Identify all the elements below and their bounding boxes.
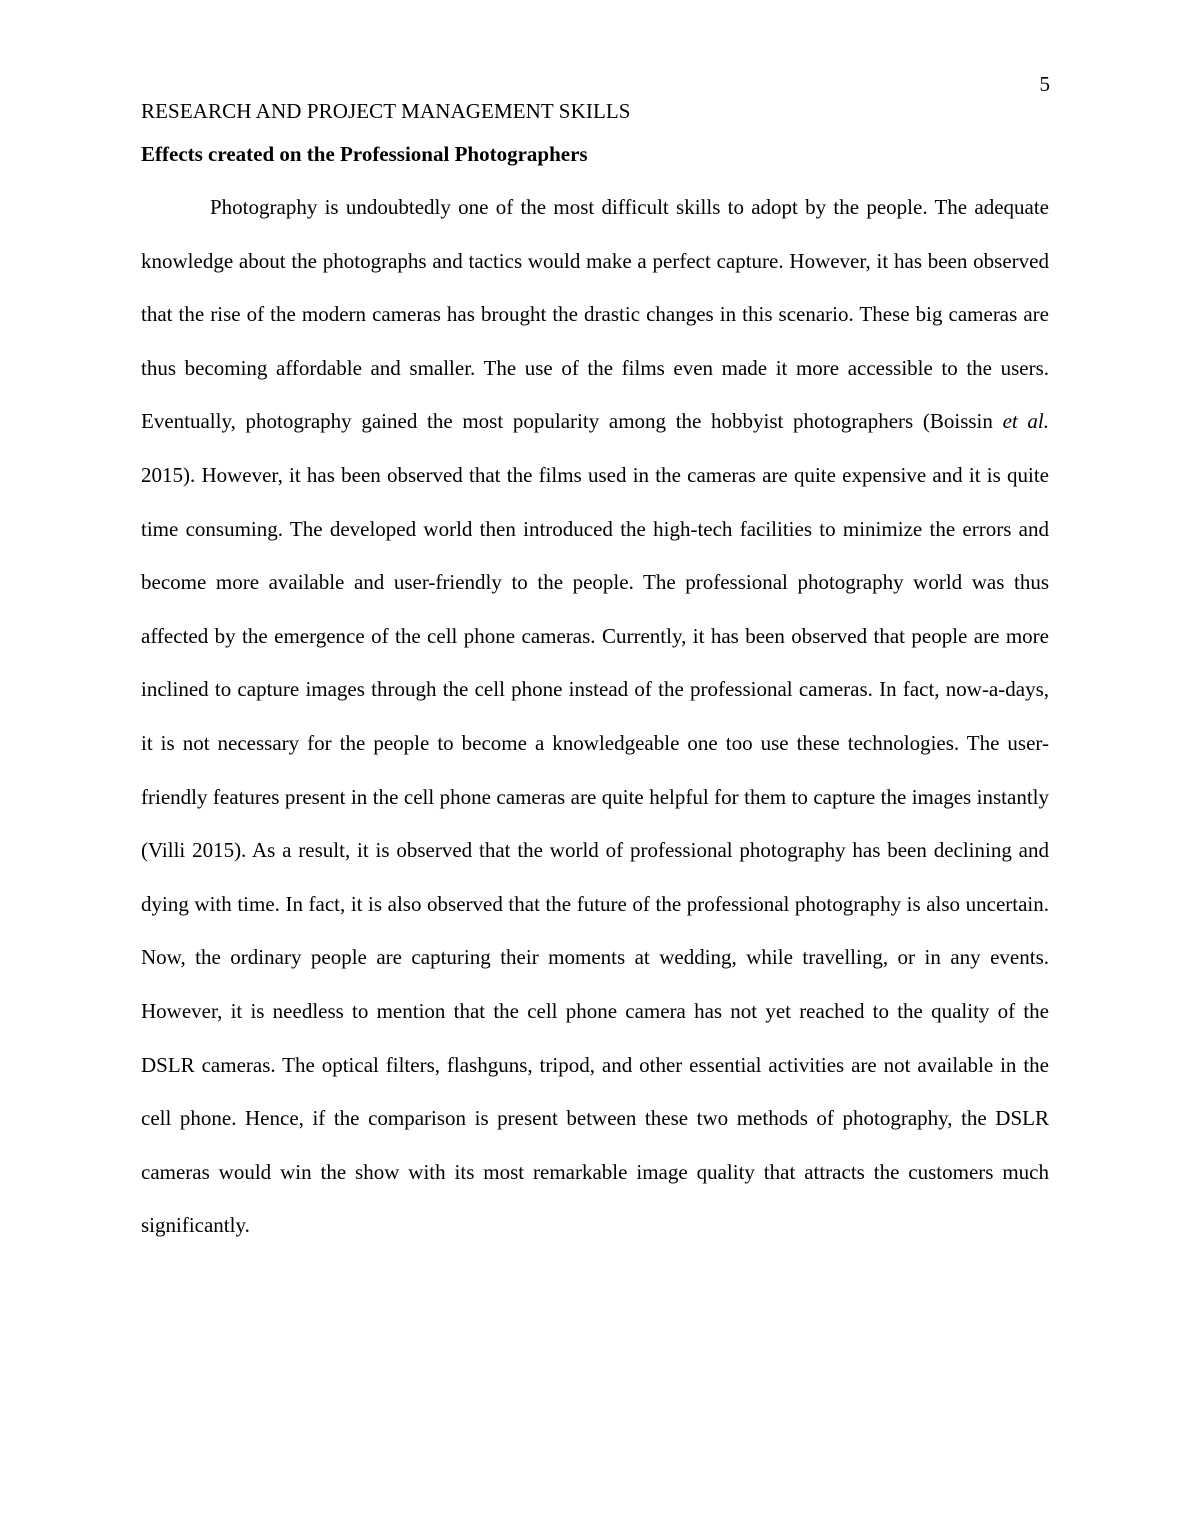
citation-et-al: et al. xyxy=(1002,409,1049,434)
paragraph-text-part-2: 2015). However, it has been observed that the films used in the cameras are quite expensive and it is quite time consuming. The developed world then introduced the high-tech facilities to minimize the errors and become more available and user-friendly to the people. The professional photography world was thus affected by the emergence of the cell phone cameras. Currently, it has been observed that people are more inclined to capture images through the cell phone instead of the professional cameras. In fact, now-a-days, it is not necessary for the people to become a knowledgeable one too use these technologies. The user-friendly features present in the cell phone cameras are quite helpful for them to capture the images instantly (Villi 2015). As a result, it is observed that the world of professional photography has been declining and dying with time. In fact, it is also observed that the future of the professional photography is also uncertain. Now, the ordinary people are capturing their moments at wedding, while travelling, or in any events. However, it is needless to mention that the cell phone camera has not yet reached to the quality of the DSLR cameras. The optical filters, flashguns, tripod, and other essential activities are not available in the cell phone. Hence, if the comparison is present between these two methods of photography, the DSLR cameras would win the show with its most remarkable image quality that attracts the customers much significantly. xyxy=(141,462,1049,1238)
paragraph-text-part-1: Photography is undoubtedly one of the most difficult skills to adopt by the people. The adequate knowledge about the photographs and tactics would make a perfect capture. However, it has been observed that the rise of the modern cameras has brought the drastic changes in this scenario. These big cameras are thus becoming affordable and smaller. The use of the films even made it more accessible to the users. Eventually, photography gained the most popularity among the hobbyist photographers (Boissin xyxy=(141,195,1049,434)
section-heading: Effects created on the Professional Photographers xyxy=(141,142,588,166)
running-head: RESEARCH AND PROJECT MANAGEMENT SKILLS xyxy=(141,99,631,123)
body-paragraph xyxy=(141,181,1049,1253)
page-number: 5 xyxy=(1039,72,1050,96)
